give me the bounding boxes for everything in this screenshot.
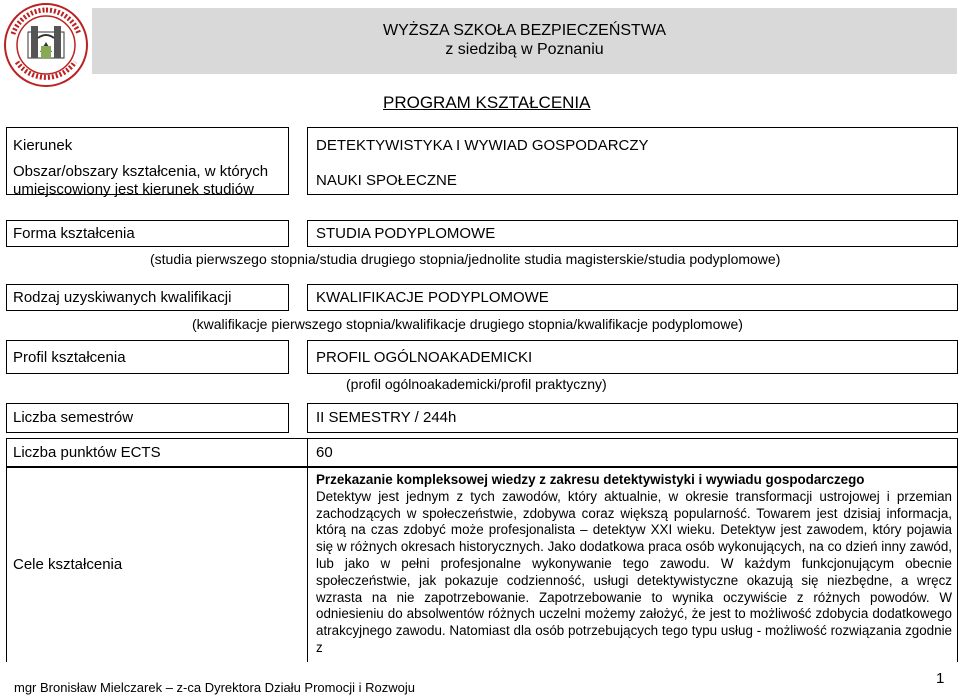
semestry-value: II SEMESTRY / 244h (316, 409, 457, 426)
footer-author: mgr Bronisław Mielczarek – z-ca Dyrektora Działu Promocji i Rozwoju (14, 680, 415, 695)
ects-divider (307, 438, 308, 467)
kierunek-value: DETEKTYWISTYKA I WYWIAD GOSPODARCZY (316, 137, 649, 154)
forma-label: Forma kształcenia (13, 225, 135, 242)
cele-content (316, 472, 952, 657)
header-band (92, 8, 957, 74)
ects-value: 60 (316, 444, 333, 461)
ects-label: Liczba punktów ECTS (13, 444, 161, 461)
page-number: 1 (936, 670, 945, 687)
obszar-value: NAUKI SPOŁECZNE (316, 172, 457, 189)
profil-note: (profil ogólnoakademicki/profil praktyczny) (346, 376, 607, 392)
obszar-label: Obszar/obszary kształcenia, w których umiejscowiony jest kierunek studiów (13, 163, 269, 198)
cele-text: Detektyw jest jednym z tych zawodów, który aktualnie, w okresie transformacji ustrojowej i przemian zachodzących w społeczeństwie, zdobywa coraz większą popularność. Towarem jest dzisiaj informacja, którą na czas zdobyć może profesjonalista – detektyw XXI wieku. Detektyw jest zawodem, który pojawia się w różnych okresach historycznych. Jako dodatkowa praca osób wykonujących, na co dzień inny zawód, lub jako w pełni profesjonalne wykonywanie tego zawodu. W każdym funkcjonującym obecnie społeczeństwie, jak pokazuje codzienność, usługi detektywistyczne okazują się niezbędne, a wręcz wzrasta na nie zapotrzebowanie. Zapotrzebowanie to wynika oczywiście z różnych powodów. W odniesieniu do absolwentów różnych uczelni możemy założyć, że jest to możliwość zdobycia dodatkowego atrakcyjnego zawodu. Natomiast dla osób potrzebujących tego typu usług - możliwość rozwiązania zgodnie z (316, 488, 952, 655)
semestry-label: Liczba semestrów (13, 409, 134, 426)
profil-value: PROFIL OGÓLNOAKADEMICKI (316, 349, 533, 366)
school-seal-logo (3, 2, 89, 88)
cele-label: Cele kształcenia (13, 556, 123, 573)
cele-lead: Przekazanie kompleksowej wiedzy z zakresu detektywistyki i wywiadu gospodarczego (316, 472, 865, 487)
forma-value: STUDIA PODYPLOMOWE (316, 225, 496, 242)
school-subtitle: z siedzibą w Poznaniu (445, 41, 604, 58)
profil-label: Profil kształcenia (13, 349, 126, 366)
rodzaj-note: (kwalifikacje pierwszego stopnia/kwalifikacje drugiego stopnia/kwalifikacje podyplomowe) (192, 316, 743, 332)
forma-note: (studia pierwszego stopnia/studia drugiego stopnia/jednolite studia magisterskie/studia podyplomowe) (150, 251, 781, 267)
rodzaj-value: KWALIFIKACJE PODYPLOMOWE (316, 289, 549, 306)
cele-divider (307, 467, 308, 662)
kierunek-label: Kierunek (13, 137, 73, 154)
school-name: WYŻSZA SZKOŁA BEZPIECZEŃSTWA (382, 22, 666, 39)
page-title: PROGRAM KSZTAŁCENIA (383, 93, 591, 112)
rodzaj-label: Rodzaj uzyskiwanych kwalifikacji (13, 289, 232, 306)
